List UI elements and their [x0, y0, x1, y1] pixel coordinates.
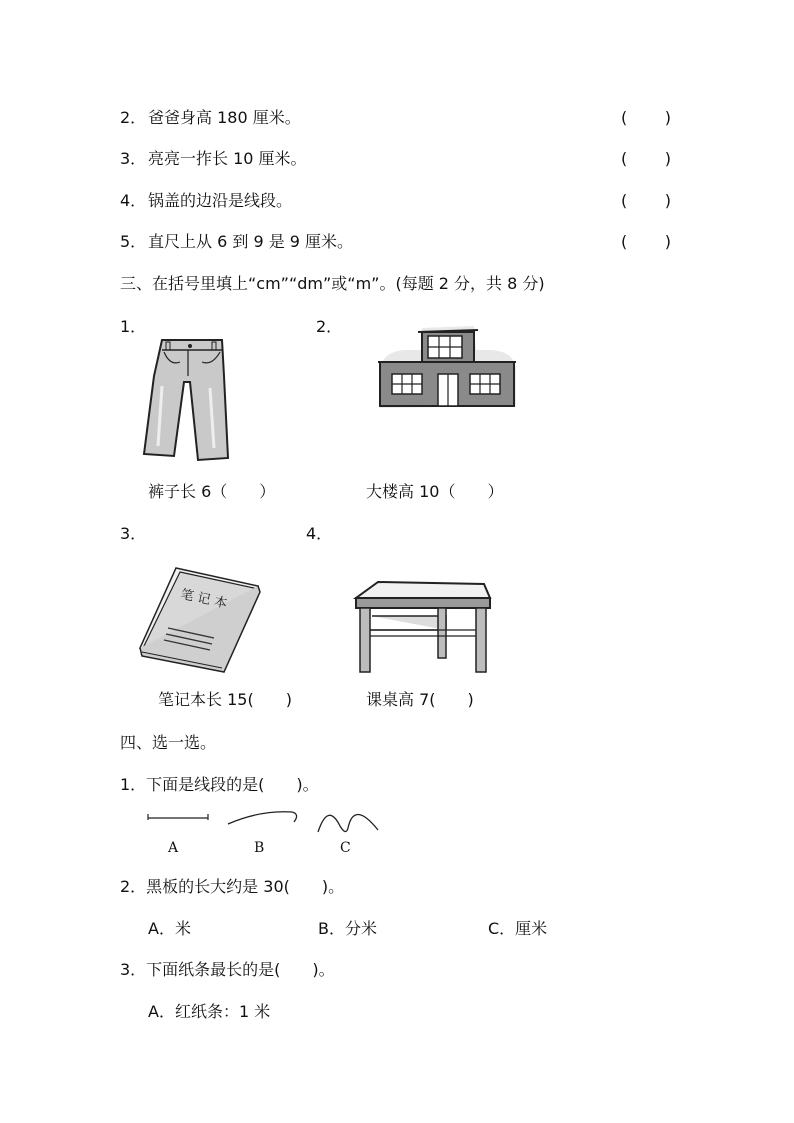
notebook-icon [136, 566, 260, 672]
option-label-b: B [254, 840, 265, 856]
item-number: 4． [120, 191, 147, 210]
question-3: 3．下面纸条最长的是( )。 [120, 960, 335, 979]
segment-figure-a [148, 814, 208, 820]
item-number: 3． [120, 149, 147, 168]
option-label-a: A [168, 840, 179, 856]
option-c[interactable]: C．厘米 [488, 919, 548, 938]
option-a[interactable]: A．红纸条：1 米 [148, 1002, 271, 1021]
desk-caption: 课桌高 7( ) [366, 690, 474, 709]
answer-parentheses[interactable]: ( ) [621, 191, 671, 210]
section3-heading: 三、在括号里填上“cm”“dm”或“m”。(每题 2 分，共 8 分) [120, 274, 545, 293]
item-number: 5． [120, 232, 147, 251]
item-number: 4． [306, 524, 333, 543]
item-number: 2． [316, 317, 343, 336]
arc-figure-c [318, 814, 378, 832]
section4-heading: 四、选一选。 [120, 733, 217, 752]
item-number: 2． [120, 108, 147, 127]
item-text: 爸爸身高 180 厘米。 [148, 108, 301, 127]
answer-parentheses[interactable]: ( ) [621, 232, 671, 251]
option-b[interactable]: B．分米 [318, 919, 377, 938]
desk-icon [352, 580, 492, 674]
item-number: 1． [120, 317, 147, 336]
option-label-c: C [340, 840, 351, 856]
item-text: 锅盖的边沿是线段。 [148, 191, 293, 210]
option-a[interactable]: A．米 [148, 919, 191, 938]
pants-caption: 裤子长 6（ ） [148, 482, 276, 501]
answer-parentheses[interactable]: ( ) [621, 108, 671, 127]
question-2: 2．黑板的长大约是 30( )。 [120, 877, 345, 896]
curve-figure-b [228, 812, 297, 824]
item-text: 亮亮一拃长 10 厘米。 [148, 149, 307, 168]
answer-parentheses[interactable]: ( ) [621, 149, 671, 168]
item-text: 直尺上从 6 到 9 是 9 厘米。 [148, 232, 354, 251]
notebook-caption: 笔记本长 15( ) [158, 690, 292, 709]
question-1: 1．下面是线段的是( )。 [120, 775, 319, 794]
notebook-cover-text: 笔 记 本 [179, 587, 229, 612]
building-caption: 大楼高 10（ ） [366, 482, 504, 501]
item-number: 3． [120, 524, 147, 543]
building-icon [378, 322, 518, 410]
pants-icon [140, 336, 230, 462]
